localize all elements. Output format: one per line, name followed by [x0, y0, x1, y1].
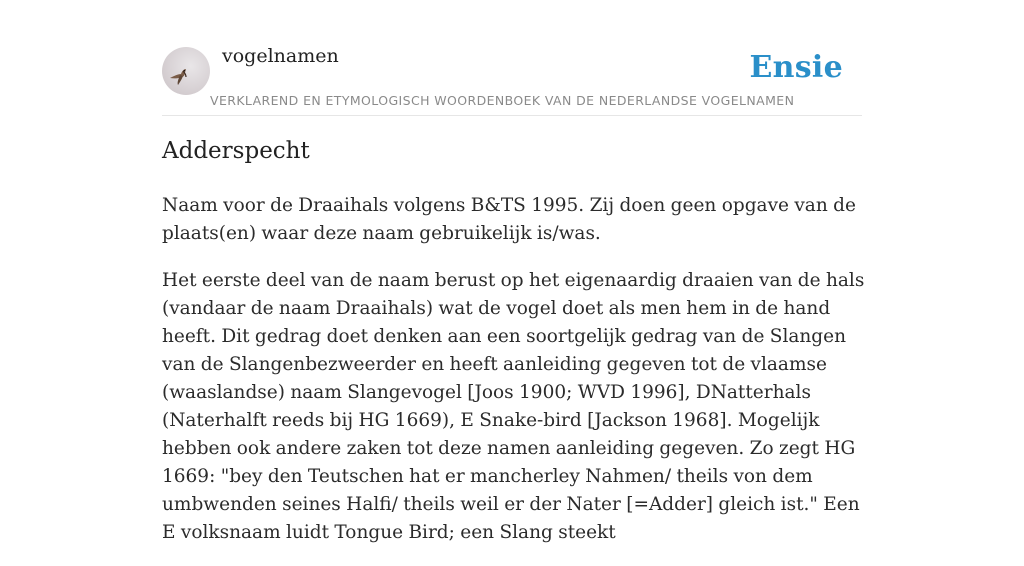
site-name[interactable]: vogelnamen [222, 45, 339, 67]
paragraph: Naam voor de Draaihals volgens B&TS 1995. Zij doen geen opgave van de plaats(en) waar deze naam gebruikelijk is/was. [162, 195, 856, 244]
site-avatar[interactable] [162, 47, 210, 95]
paragraph: Het eerste deel van de naam berust op het eigenaardig draaien van de hals (vandaar de naam Draaihals) wat de vogel doet als men hem in de hand heeft. Dit gedrag doet denken aan een soortgelijk gedrag van de Slangen van de Slangenbezweerder en heeft aanleiding gegeven tot de vlaamse (waaslandse) naam Slangevogel [Joos 1900; WVD 1996], DNatterhals (Naterhalft reeds bij HG 1669), E Snake-bird [Jackson 1968]. Mogelijk hebben ook andere zaken tot deze namen aanleiding gegeven. Zo zegt HG 1669: "bey den Teutschen hat er mancherley Nahmen/ theils von dem umbwenden seines Halfi/ theils weil er der Nater [=Adder] gleich ist." Een E volksnaam luidt Tongue Bird; een Slang steekt [162, 270, 865, 543]
page-title: Adderspecht [162, 138, 310, 164]
article-body [162, 192, 866, 566]
brand-logo[interactable]: Ensie [749, 50, 843, 85]
site-header [162, 0, 862, 116]
site-tagline: VERKLAREND EN ETYMOLOGISCH WOORDENBOEK VAN DE NEDERLANDSE VOGELNAMEN [210, 93, 795, 108]
bird-photo-avatar-icon [162, 47, 210, 95]
